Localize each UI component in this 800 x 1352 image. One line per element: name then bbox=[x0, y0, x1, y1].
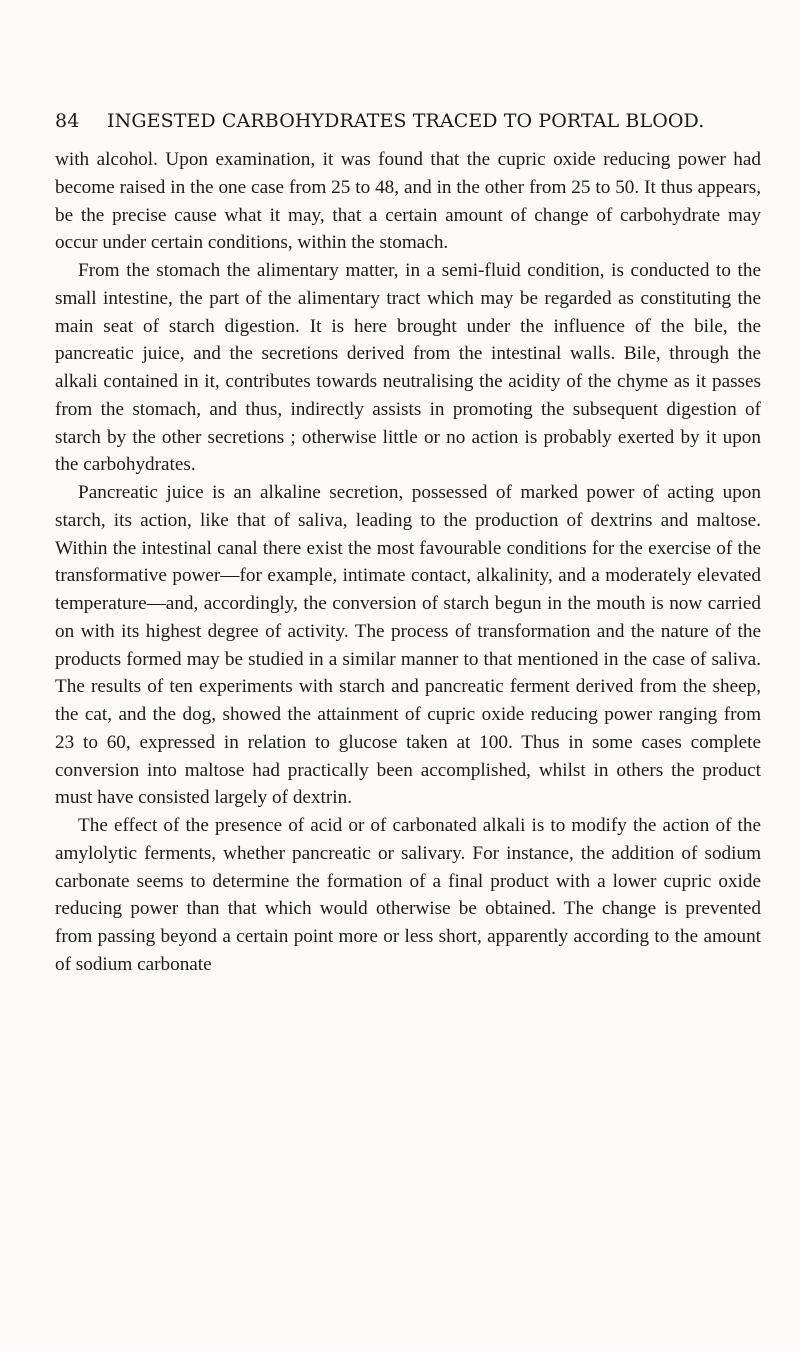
paragraph: From the stomach the alimentary matter, in a semi-fluid condition, is conducted to the small intestine, the part of the alimentary tract which may be regarded as constituting the main seat of starch digestion. It is here brought under the influence of the bile, the pancreatic juice, and the secretions derived from the intestinal walls. Bile, through the alkali contained in it, contributes towards neutralising the acidity of the chyme as it passes from the stomach, and thus, indirectly assists in promoting the subsequent digestion of starch by the other secretions ; otherwise little or no action is probably exerted by it upon the carbohydrates. bbox=[55, 260, 761, 476]
body-text bbox=[55, 146, 761, 979]
page-number: 84 bbox=[55, 110, 80, 132]
paragraph: The effect of the presence of acid or of carbonated alkali is to modify the action of the amylolytic ferments, whether pancreatic or salivary. For instance, the addition of sodium carbonate seems to determine the formation of a final product with a lower cupric oxide reducing power than that which would otherwise be obtained. The change is prevented from passing beyond a certain point more or less short, apparently according to the amount of sodium carbonate bbox=[55, 815, 761, 975]
paragraph: with alcohol. Upon examination, it was found that the cupric oxide reducing power had become raised in the one case from 25 to 48, and in the other from 25 to 50. It thus appears, be the precise cause what it may, that a certain amount of change of carbohydrate may occur under certain conditions, within the stomach. bbox=[55, 149, 761, 254]
running-head bbox=[55, 104, 761, 138]
paragraph: Pancreatic juice is an alkaline secretion, possessed of marked power of acting upon starch, its action, like that of saliva, leading to the production of dextrins and maltose. Within the intestinal canal there exist the most favourable conditions for the exercise of the transformative power—for example, intimate contact, alkalinity, and a moderately elevated temperature—and, accordingly, the conversion of starch begun in the mouth is now carried on with its highest degree of activity. The process of transformation and the nature of the products formed may be studied in a similar manner to that mentioned in the case of saliva. The results of ten experiments with starch and pancreatic ferment derived from the sheep, the cat, and the dog, showed the attainment of cupric oxide reducing power ranging from 23 to 60, expressed in relation to glucose taken at 100. Thus in some cases complete conversion into maltose had practically been accomplished, whilst in others the product must have consisted largely of dextrin. bbox=[55, 482, 761, 809]
running-title: INGESTED CARBOHYDRATES TRACED TO PORTAL BLOOD. bbox=[107, 110, 705, 132]
book-page bbox=[55, 104, 761, 979]
